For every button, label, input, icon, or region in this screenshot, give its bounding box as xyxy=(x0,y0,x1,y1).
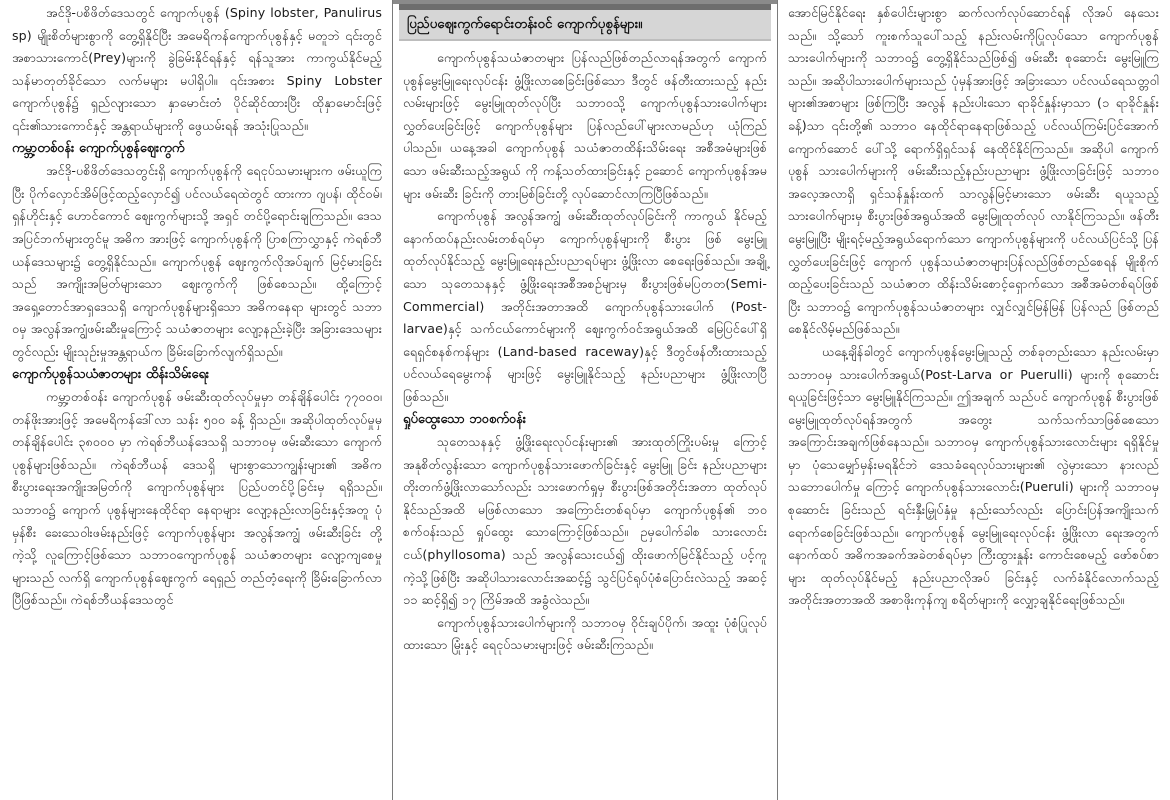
paragraph: ကျောက်ပုစွန်သယံဇာတများ ပြန်လည်ဖြစ်တည်လာရန်အတွက် ကျောက်ပုစွန်မွေးမြူရေးလုပ်ငန်း ဖွံ့ဖြိုးလာစေခြင်းဖြစ်သော ဒီတွင် ဖန်တီးထားသည့် နည်းလမ်းများဖြင့် မွေးမြူထုတ်လုပ်ပြီး သဘာဝသို့ ကျောက်ပုစွန်သားပေါက်များ လွှတ်ပေးခြင်းဖြင့် ကျောက်ပုစွန်များ ပြန်လည်ပေါ်များလာမည်ဟု ယုံကြည်ပါသည်။ ယနေ့အခါ ကျောက်ပုစွန် သယံဇာတထိန်းသိမ်းရေး အစီအမံများဖြစ်သော ဖမ်းဆီးသည့်အရွယ် ကို ကန့်သတ်ထားခြင်းနှင့် ဥဆောင် ကျောက်ပုစွန်အမများ ဖမ်းဆီး ခြင်းကို တားမြစ်ခြင်းတို့ လုပ်ဆောင်လာကြပြီဖြစ်သည်။ xyxy=(403,50,767,201)
section-heading: ရှုပ်ထွေးသော ဘဝစက်ဝန်း xyxy=(403,411,527,427)
paragraph: ကျောက်ပုစွန်သားပေါက်များကို သဘာဝမှ ဝိုင်းချပ်ပိုက်၊ အထူး ပုံစံပြုလုပ်ထားသော မြုံးနှင့် ရေငုပ်သမားများဖြင့် ဖမ်းဆီးကြသည်။ xyxy=(403,614,767,653)
paragraph: သုတေသနနှင့် ဖွံ့ဖြိုးရေးလုပ်ငန်းများ၏ အားထုတ်ကြိုးပမ်းမှု ကြောင့် အနုစိတ်လွန်းသော ကျောက်ပုစွန်သားဖောက်ခြင်းနှင့် မွေးမြူ ခြင်း နည်းပညာများ တိုးတက်ဖွံ့ဖြိုးလာသော်လည်း သားဖောက်ရှုမှ စီးပွားဖြစ်အတိုင်းအတာ ထုတ်လုပ်နိုင်သည်အထိ မဖြစ်လာသော အကြောင်းတစ်ရပ်မှာ ကျောက်ပုစွန်၏ ဘဝစက်ဝန်းသည် ရှုပ်ထွေး သောကြောင့်ဖြစ်သည်။ ဥမှပေါက်ခါစ သားလောင်းငယ်(phyllosoma) သည် အလွန်သေးငယ်၍ ထိုးဖောက်မြင်နိုင်သည့် ပင့်ကူကဲ့သို့ဖြစ်ပြီး အဆိုပါသားလောင်းအဆင့်၌ သွင်ပြင်ရုပ်ပုံစံပြောင်းလဲသည့် အဆင့် ၁၁ ဆင့်ရှိ၍ ၁၇ ကြိမ်အထိ အခွံလဲသည်။ xyxy=(403,434,767,608)
section-heading: ကမ္ဘာ့တစ်ဝန်း ကျောက်ပုစွန်ဈေးကွက် xyxy=(12,140,185,156)
paragraph: ကျောက်ပုစွန် အလွန်အကျွံ ဖမ်းဆီးထုတ်လုပ်ခြင်းကို ကာကွယ် နိုင်မည့် နောက်ထပ်နည်းလမ်းတစ်ရပ်မှာ ကျောက်ပုစွန်များကို စီးပွား ဖြစ် မွေးမြူထုတ်လုပ်နိုင်သည့် မွေးမြူရေးနည်းပညာရပ်များ ဖွံ့ဖြိုးလာ စေရေးဖြစ်သည်။ အချို့သော သုတေသနနှင့် ဖွံ့ဖြိုးရေးအစီအစဉ်များမှ စီးပွားဖြစ်မပြတတ(Semi-Commercial) အတိုင်းအတာအထိ ကျောက်ပုစွန်သားပေါက် (Post-larvae)နှင့် သက်ငယ်ကောင်များကို ဈေးကွက်ဝင်အရွယ်အထိ မြေပြင်ပေါ်ရှိ ရေရှင်စနစ်ကန်များ (Land-based raceway)နှင့် ဒီတွင်ဖန်တီးထားသည့် ပင်လယ်ရေမွေးကန် များဖြင့် မွေးမြူနိုင်သည့် နည်းပညာများ ဖွံ့ဖြိုးလာပြီဖြစ်သည်။ xyxy=(403,208,767,404)
photo-caption: ပြည်ပဈေးကွက်ရောင်းတန်းဝင် ကျောက်ပုစွန်များ။ xyxy=(399,4,771,41)
paragraph: အင်ဒို-ပစိဖိတ်ဒေသတွင်းရှိ ကျောက်ပုစွန်ကို ရေငုပ်သမားများက ဖမ်းယူကြပြီး ပိုက်လှောင်အိမ်ဖြင့်ထည့်လှောင်၍ ပင်လယ်ရေထဲတွင် ထားကာ ဂျပန်၊ ထိုင်ဝမ်၊ ရှန်ဟိုင်းနှင့် ဟောင်ကောင် ဈေးကွက်များသို့ အရှင် တင်ပို့ရောင်းချကြသည်။ ဒေသအပြင်ဘက်များတွင်မူ အဓိက အားဖြင့် ကျောက်ပုစွန်ကို ပြာစကြာလွှာနှင့် ကဲရစ်ဘီယန်ဒေသများ၌ တွေ့ရှိနိုင်သည်။ ကျောက်ပုစွန် ဈေးကွက်လိုအပ်ချက် မြင့်မားခြင်း သည် အကျိုးအမြတ်များသော ဈေးကွက်ကို ဖြစ်စေသည်။ ထို့ကြောင့် အရှေ့တောင်အာရှဒေသရှိ ကျောက်ပုစွန်များရှိသော အဓိကနေရာ များတွင် သဘာဝမှ အလွန်အကျွံဖမ်းဆီးမှုကြောင့် သယံဇာတများ လျော့နည်းခဲ့ပြီး အခြားဒေသများတွင်လည်း မျိုးသုဉ်းမှုအန္တရာယ်က ခြိမ်းခြောက်လျက်ရှိသည်။ xyxy=(12,163,382,359)
section-heading: ကျောက်ပုစွန်သယံဇာတများ ထိန်းသိမ်းရေး xyxy=(12,366,210,382)
article-column-middle xyxy=(393,0,778,800)
article-column-left xyxy=(8,0,393,800)
paragraph: ယနေ့ချိန်ခါတွင် ကျောက်ပုစွန်မွေးမြူသည့် တစ်ခုတည်းသော နည်းလမ်းမှာ သဘာဝမှ သားပေါက်အရွယ်(Post-Larva or Puerulli) များကို စုဆောင်းရယူခြင်းဖြင့်သာ မွေးမြူနိုင်ကြသည်။ ဤအချက် သည်ပင် ကျောက်ပုစွန် စီးပွားဖြစ်မွေးမြူထုတ်လုပ်ရန်အတွက် အတွေး သက်သက်သာဖြစ်စေသော အကြောင်းအချက်ဖြစ်နေသည်။ သဘာဝမှ ကျောက်ပုစွန်သားလောင်းများ ရရှိနိုင်မှုမှာ ပုံသေမျှော်မှန်းမရနိုင်ဘဲ ဒေသခံရေလုပ်သားများ၏ လွဲမှားသော နားလည်သဘောပေါက်မှု ကြောင့် ကျောက်ပုစွန်သားလောင်း(Pueruli) များကို သဘာဝမှ စုဆောင်း ခြင်းသည် ရင်းနှီးမြှုပ်နှံမှု နည်းသော်လည်း ပြောင်းပြန်အကျိုးသက် ရောက်စေခြင်းဖြစ်သည်။ ကျောက်ပုစွန် မွေးမြူရေးလုပ်ငန်း ဖွံ့ဖြိုးလာ ရေးအတွက် နောက်ထပ် အဓိကအခက်အခဲတစ်ရပ်မှာ ကြီးထွားနှုန်း ကောင်းစေမည့် ဖော်စပ်စာများ ထုတ်လုပ်နိုင်မည့် နည်းပညာလိုအပ် ခြင်းနှင့် လက်ခံနိုင်လောက်သည့် အတိုင်းအတာအထိ အစာဖိုးကုန်ကျ စရိတ်များကို လျှော့ချနိုင်ရေးဖြစ်သည်။ xyxy=(788,343,1159,608)
paragraph: အင်ဒို-ပစိဖိတ်ဒေသတွင် ကျောက်ပုစွန် (Spiny lobster, Panulirus sp) မျိုးစိတ်များစွာကို တွေ့ရှိနိုင်ပြီး အမေရိကန်ကျောက်ပုစွန်နှင့် မတူဘဲ ၎င်းတွင် အစာသားကောင်(Prey)များကို ခွဲခြမ်းနိုင်ရန်နှင့် ရန်သူအား ကာကွယ်နိုင်မည့် သန်မာတုတ်ခိုင်သော လက်မများ မပါရှိပါ။ ၎င်းအစား Spiny Lobster ကျောက်ပုစွန်၌ ရှည်လျားသော နှာမောင်းတံ ပိုင်ဆိုင်ထားပြီး ထိုနှာမောင်းဖြင့် ၎င်း၏သားကောင်နှင့် အန္တရာယ်များကို ဖွေယမ်းရန် အသုံးပြုသည်။ xyxy=(12,5,382,133)
article-column-right xyxy=(778,0,1163,800)
paragraph: အောင်မြင်နိုင်ရေး နှစ်ပေါင်းများစွာ ဆက်လက်လုပ်ဆောင်ရန် လိုအပ် နေသေးသည်။ သို့သော် ကူးစက်သူပေါ်သည့် နည်းလမ်းကိုပြုလုပ်သော ကျောက်ပုစွန် သားပေါက်များကို သဘာဝ၌ တွေ့ရှိနိုင်သည်ဖြစ်၍ ဖမ်းဆီး စုဆောင်း မွေးမြူကြသည်။ အဆိုပါသားပေါက်များသည် ပုံမှန်အားဖြင့် အခြားသော ပင်လယ်ရေသတ္တဝါများ၏အစာများ ဖြစ်ကြပြီး အလွန် နည်းပါးသော ရာခိုင်နှုန်းမှာသာ (၁ ရာခိုင်နှုန်းခန့်)သာ ၎င်းတို့၏ သဘာဝ နေထိုင်ရာနေရာဖြစ်သည့် ပင်လယ်ကြမ်းပြင်အောက် ကျောက်ဆောင် ပေါ်သို့ ရောက်ရှိရှင်သန် နေထိုင်နိုင်ကြသည်။ အဆိုပါ ကျောက်ပုစွန် သားပေါက်များကို ဖမ်းဆီးသည့်နည်းပညာများ ဖွံ့ဖြိုးလာခြင်းဖြင့် သဘာဝအလေ့အလာရှိ ရှင်သန်နှုန်းထက် သာလွန်မြင့်မားသော ဖမ်းဆီး ရယူသည့် သားပေါက်များမှ စီးပွားဖြစ်အရွယ်အထိ မွေးမြူထုတ်လုပ် လာနိုင်ကြသည်။ ဖန်တီးမွေးမြူပြီး မျိုးရင့်မည့်အရွယ်ရောက်သော ကျောက်ပုစွန်များကို ပင်လယ်ပြင်သို့ ပြန်လွှတ်ပေးခြင်းဖြင့် ကျောက် ပုစွန်သယံဇာတများပြန်လည်ဖြစ်တည်စေရန် မျိုးစိုက်ထည့်ပေးခြင်းသည် သယံဇာတ ထိန်းသိမ်းစောင့်ရှောက်သော အစီအမံတစ်ရပ်ဖြစ်ပြီး သဘာဝ၌ ကျောက်ပုစွန်သယံဇာတများ လျှင်လျှင်မြန်မြန် ပြန်လည် ဖြစ်တည်စေနိုင်လိမ့်မည်ဖြစ်သည်။ xyxy=(788,5,1159,337)
paragraph: ကမ္ဘာ့တစ်ဝန်း ကျောက်ပုစွန် ဖမ်းဆီးထုတ်လုပ်မှုမှာ တန်ချိန်ပေါင်း ၇၇၀၀၀၊ တန်ဖိုးအားဖြင့် အမေရိကန်ဒေါ်လာ သန်း ၅၀၀ ခန့် ရှိသည်။ အဆိုပါထုတ်လုပ်မှုမှ တန်ချိန်ပေါင်း ၃၈၀၀၀ မှာ ကဲရစ်ဘီယန်ဒေသရှိ သဘာဝမှ ဖမ်းဆီးသော ကျောက်ပုစွန်များဖြစ်သည်။ ကဲရစ်ဘီယန် ဒေသရှိ များစွာသောကျွန်းများ၏ အဓိကစီးပွားရေးအကျိုးအမြတ်ကို ကျောက်ပုစွန်များ ပြည်ပတင်ပို့ခြင်းမှ ရရှိသည်။ သဘာဝ၌ ကျောက် ပုစွန်များနေထိုင်ရာ နေရာများ လျော့နည်းလာခြင်းနှင့်အတူ ပုံမှန်စီး ခေးသေဝါးဖမ်းနည်းဖြင့် ကျောက်ပုစွန်များ အလွန်အကျွံ ဖမ်းဆီးခြင်း တို့ကဲ့သို့ လူကြောင့်ဖြစ်သော သဘာဝကျောက်ပုစွန် သယံဇာတများ လျော့ကျစေမှုများသည် လက်ရှိ ကျောက်ပုစွန်ဈေးကွက် ရေရှည် တည်တံ့ရေးကို ခြိမ်းခြောက်လာပြီဖြစ်သည်။ ကဲရစ်ဘီယန်ဒေသတွင် xyxy=(12,389,382,608)
